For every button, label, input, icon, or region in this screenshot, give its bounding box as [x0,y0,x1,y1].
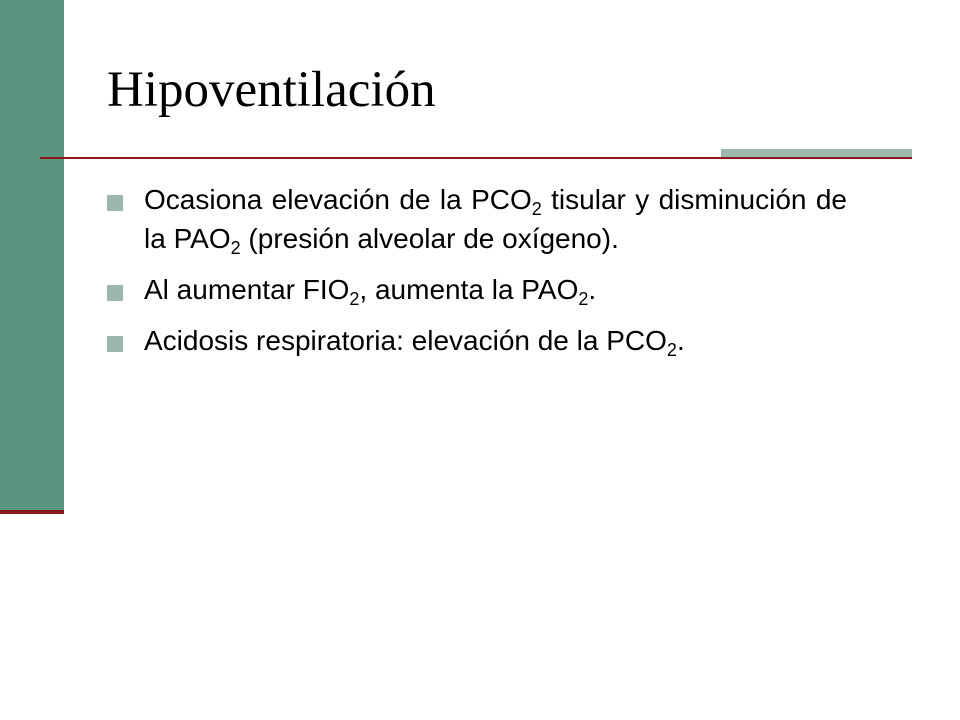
bullet-item-1 [107,180,847,258]
subscript: 2 [531,199,542,219]
subscript: 2 [666,340,677,360]
bullet-text: Acidosis respiratoria: elevación de la PCO [144,325,667,356]
square-bullet-icon [107,285,123,301]
bullet-item-2 [107,270,847,309]
bullet-text: . [588,274,597,305]
title-accent-block [721,149,912,157]
bullet-text: . [676,325,685,356]
slide-title: Hipoventilación [107,62,436,118]
left-bar-underline [0,510,64,514]
square-bullet-icon [107,195,123,211]
bullet-text: Ocasiona elevación de la PCO [144,184,532,215]
square-bullet-icon [107,336,123,352]
bullet-text: Al aumentar FIO [144,274,350,305]
subscript: 2 [349,289,360,309]
left-accent-bar [0,0,64,512]
bullet-list [107,180,847,372]
bullet-text: tisular y disminución de la PAO [144,184,847,254]
bullet-item-3 [107,321,847,360]
bullet-text: , aumenta la PAO [359,274,579,305]
subscript: 2 [578,289,589,309]
bullet-text: (presión alveolar de oxígeno). [240,223,619,254]
subscript: 2 [230,238,241,258]
title-divider-line [40,157,912,159]
